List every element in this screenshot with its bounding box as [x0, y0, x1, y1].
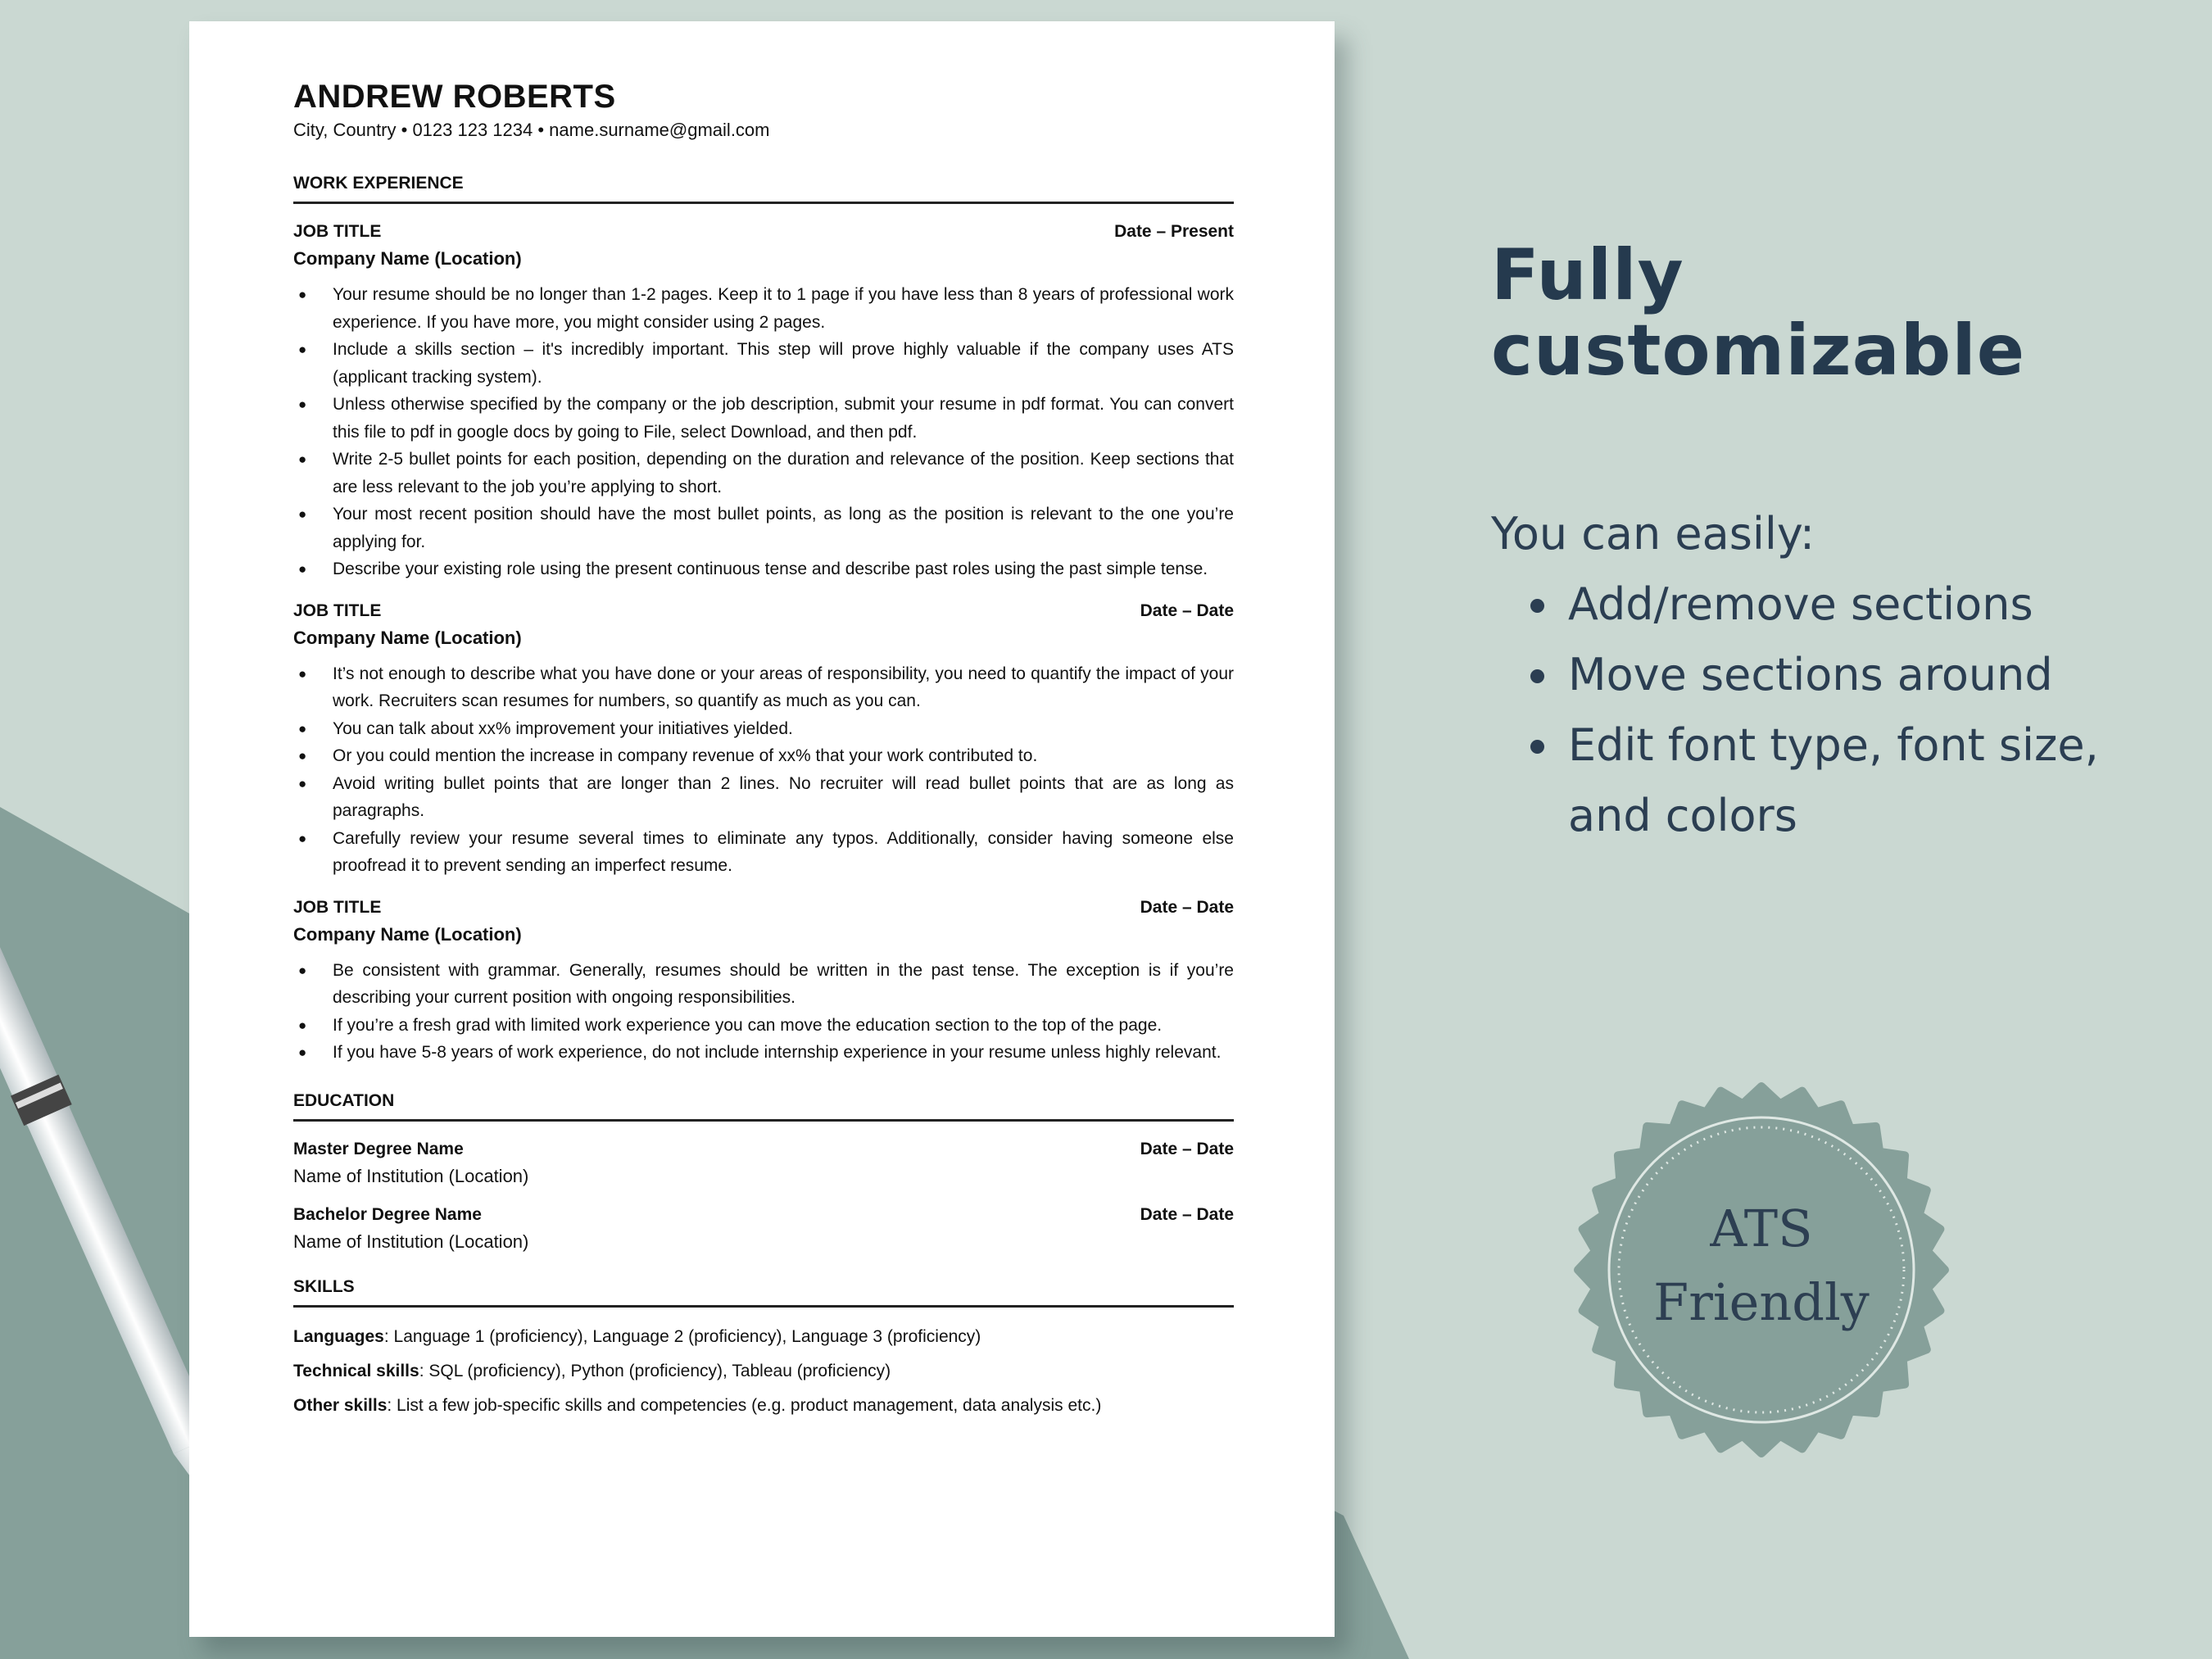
- bullet-item: ● Include a skills section – it's incredibly important. This step will prove highly valuable if the company uses ATS (applicant tracking system).: [333, 336, 1234, 391]
- job-date: Date – Date: [1140, 897, 1234, 917]
- job-entry: [293, 601, 1234, 880]
- bullet-item: ● Avoid writing bullet points that are longer than 2 lines. No recruiter will read bullet points that are as long as paragraphs.: [333, 770, 1234, 825]
- job-company: Company Name (Location): [293, 627, 522, 648]
- bullet-item: ● Write 2-5 bullet points for each position, depending on the duration and relevance of the position. Keep sections that are less relevant to the job you’re applying to short.: [333, 446, 1234, 501]
- resume-name: ANDREW ROBERTS: [293, 79, 616, 115]
- bullet-item: ● Your resume should be no longer than 1-2 pages. Keep it to 1 page if you have less than 8 years of professional work experience. If you have more, you might consider using 2 pages.: [333, 281, 1234, 336]
- job-entry: [293, 898, 1234, 1067]
- feature-item: • Move sections around: [1563, 640, 2186, 710]
- degree-date: Date – Date: [1140, 1139, 1234, 1158]
- bullet-item: ● If you have 5-8 years of work experience, do not include internship experience in your resume unless highly relevant.: [333, 1039, 1234, 1067]
- skill-label: Technical skills: [293, 1361, 419, 1380]
- degree-name: Master Degree Name: [293, 1139, 464, 1158]
- degree-date: Date – Date: [1140, 1204, 1234, 1224]
- job-company: Company Name (Location): [293, 923, 522, 945]
- education-heading: EDUCATION: [293, 1091, 1234, 1122]
- promo-feature-list: [1524, 569, 2186, 851]
- bullet-item: ● It’s not enough to describe what you have done or your areas of responsibility, you need to quantify the impact of your work. Recruiters scan resumes for numbers, so quantify as much as you can.: [333, 660, 1234, 715]
- bullet-item: ● You can talk about xx% improvement your initiatives yielded.: [333, 715, 1234, 743]
- promo-title-line2: customizable: [1491, 310, 2026, 392]
- feature-item: • Add/remove sections: [1563, 569, 2186, 640]
- bullet-item: ● Describe your existing role using the present continuous tense and describe past roles using the past simple tense.: [333, 555, 1234, 583]
- institution-name: Name of Institution (Location): [293, 1165, 529, 1186]
- promo-title: [1491, 234, 2146, 392]
- degree-name: Bachelor Degree Name: [293, 1204, 482, 1224]
- job-entry: [293, 222, 1234, 583]
- skill-label: Languages: [293, 1326, 384, 1346]
- job-title: JOB TITLE: [293, 222, 382, 241]
- bullet-item: ● Be consistent with grammar. Generally, resumes should be written in the past tense. The exception is if you’re describing your current position with ongoing responsibilities.: [333, 957, 1234, 1012]
- skills-heading: SKILLS: [293, 1277, 1234, 1308]
- resume-page: [189, 21, 1335, 1637]
- resume-content: [293, 79, 1234, 1416]
- promo-intro: You can easily:: [1491, 508, 1815, 560]
- job-title: JOB TITLE: [293, 601, 382, 620]
- skill-label: Other skills: [293, 1395, 388, 1415]
- skill-text: : List a few job-specific skills and competencies (e.g. product management, data analysis etc.): [387, 1395, 1102, 1415]
- bullet-item: ● If you’re a fresh grad with limited work experience you can move the education section to the top of the page.: [333, 1012, 1234, 1040]
- feature-item: • Edit font type, font size, and colors: [1563, 710, 2186, 851]
- education-entry: [293, 1140, 1234, 1187]
- institution-name: Name of Institution (Location): [293, 1231, 529, 1252]
- skill-line: [293, 1396, 1234, 1416]
- ats-badge-text: [1573, 1196, 1950, 1344]
- work-experience-heading: WORK EXPERIENCE: [293, 174, 1234, 204]
- job-date: Date – Present: [1114, 222, 1234, 241]
- bullet-item: ● Unless otherwise specified by the company or the job description, submit your resume in pdf format. You can convert this file to pdf in google docs by going to File, select Download, and then pdf.: [333, 391, 1234, 446]
- bullet-item: ● Your most recent position should have the most bullet points, as long as the position is relevant to the one you’re applying for.: [333, 501, 1234, 555]
- promo-title-line1: Fully: [1491, 234, 1684, 316]
- badge-line1: ATS: [1710, 1199, 1813, 1258]
- education-entry: [293, 1205, 1234, 1253]
- job-bullets: [293, 957, 1234, 1067]
- skill-line: [293, 1362, 1234, 1381]
- job-company: Company Name (Location): [293, 248, 522, 269]
- job-title: JOB TITLE: [293, 897, 382, 917]
- skill-line: [293, 1327, 1234, 1347]
- job-bullets: [293, 281, 1234, 583]
- job-bullets: [293, 660, 1234, 880]
- bullet-item: ● Carefully review your resume several times to eliminate any typos. Additionally, consider having someone else proofread it to prevent sending an imperfect resume.: [333, 825, 1234, 880]
- resume-contact: City, Country • 0123 123 1234 • name.surname@gmail.com: [293, 120, 770, 140]
- bullet-item: ● Or you could mention the increase in company revenue of xx% that your work contributed to.: [333, 742, 1234, 770]
- job-date: Date – Date: [1140, 601, 1234, 620]
- skill-text: : Language 1 (proficiency), Language 2 (proficiency), Language 3 (proficiency): [383, 1326, 981, 1346]
- skill-text: : SQL (proficiency), Python (proficiency), Tableau (proficiency): [419, 1361, 891, 1380]
- badge-line2: Friendly: [1653, 1272, 1870, 1332]
